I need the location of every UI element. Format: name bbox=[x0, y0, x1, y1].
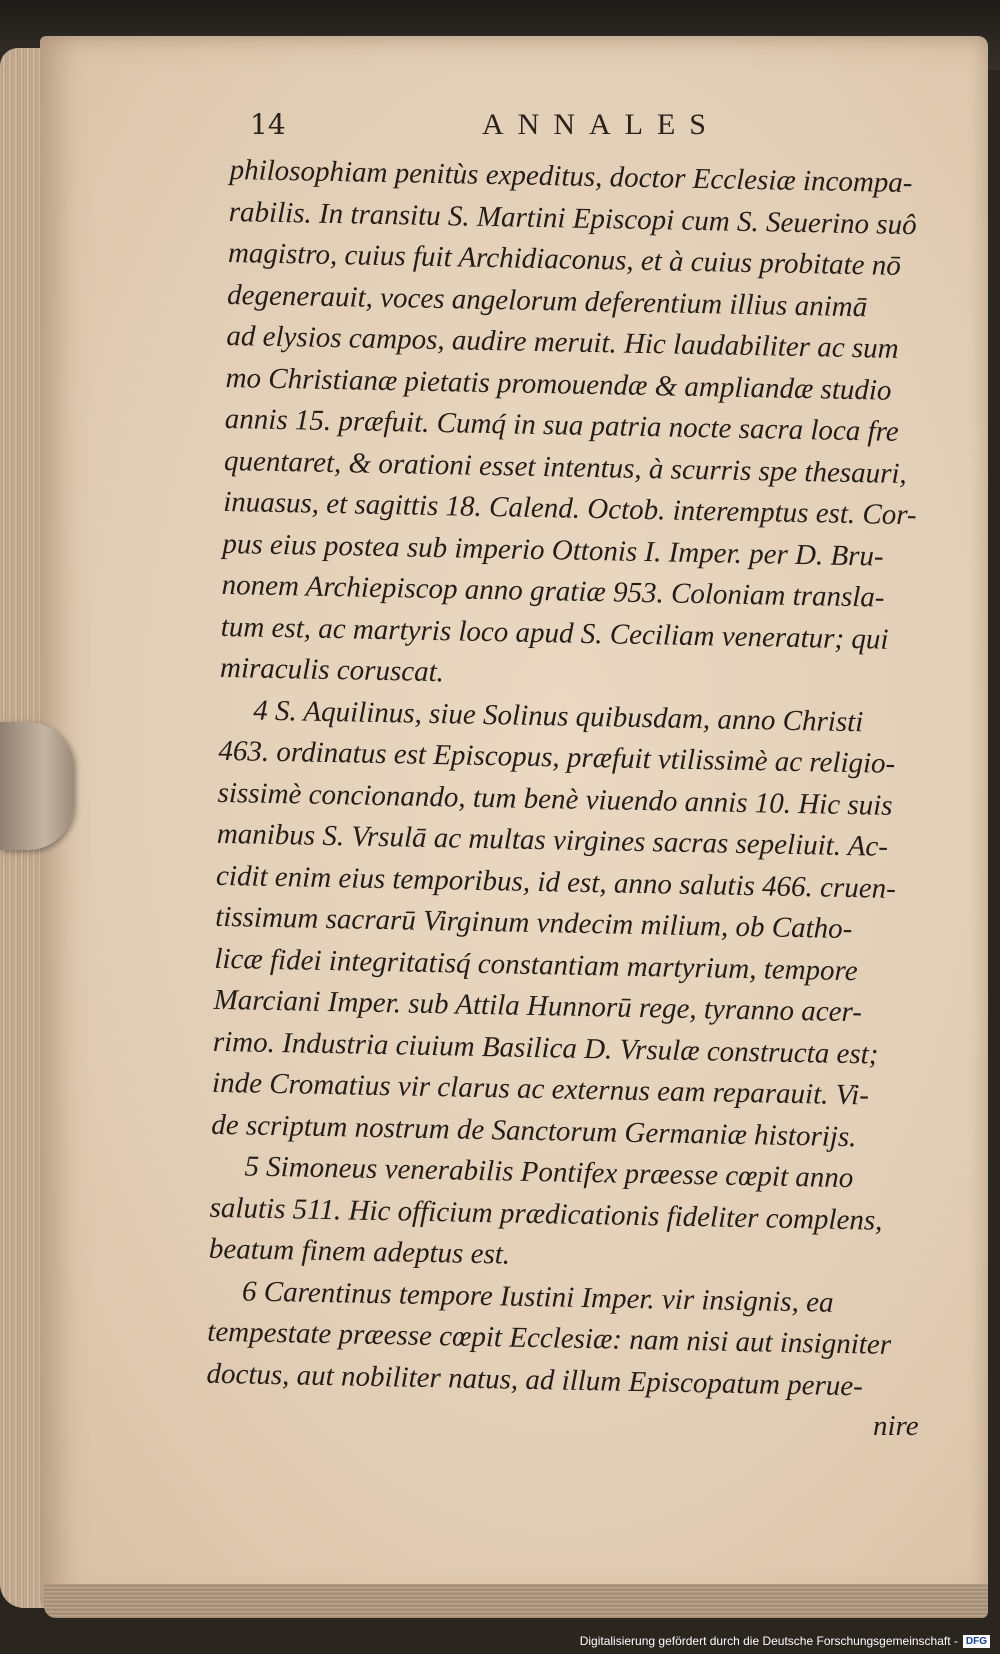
text-line: nonem Archiepiscop anno gratiæ 953. Coloniam transla- bbox=[221, 568, 885, 614]
text-line: pus eius postea sub imperio Ottonis I. Imper. per D. Bru- bbox=[222, 527, 884, 573]
running-head: ANNALES bbox=[482, 108, 720, 141]
catchword: nire bbox=[873, 1410, 919, 1442]
text-line: beatum finem adeptus est. bbox=[208, 1232, 511, 1271]
text-line: degenerauit, voces angelorum deferentium illius animā bbox=[226, 278, 868, 323]
text-line: manibus S. Vrsulā ac multas virgines sacras sepeliuit. Ac- bbox=[216, 817, 889, 863]
text-line: tempestate præesse cœpit Ecclesiæ: nam nisi aut insigniter bbox=[207, 1315, 892, 1361]
paragraph-start-line: 4 S. Aquilinus, siue Solinus quibusdam, anno Christi bbox=[252, 694, 864, 738]
text-line: rabilis. In transitu S. Martini Episcopi cum S. Seuerino suô bbox=[228, 195, 917, 241]
text-line: inuasus, et sagittis 18. Calend. Octob. interemptus est. Cor- bbox=[222, 485, 917, 532]
page-number: 14 bbox=[250, 108, 286, 141]
text-line: tum est, ac martyris loco apud S. Ceciliam veneratur; qui bbox=[220, 610, 889, 656]
text-line: de scriptum nostrum de Sanctorum Germaniæ historijs. bbox=[210, 1108, 857, 1153]
text-line: philosophiam penitùs expeditus, doctor Ecclesiæ incompa- bbox=[229, 153, 913, 200]
text-line: quentaret, & orationi esset intentus, à scurris spe thesauri, bbox=[223, 444, 908, 490]
text-line: cidit enim eius temporibus, id est, anno salutis 466. cruen- bbox=[215, 859, 897, 905]
text-line: sissimè concionando, tum benè viuendo annis 10. Hic suis bbox=[217, 776, 893, 822]
text-line: doctus, aut nobiliter natus, ad illum Episcopatum perue- bbox=[206, 1357, 864, 1402]
text-line: salutis 511. Hic officium prædicationis fideliter complens, bbox=[209, 1191, 883, 1237]
main-text bbox=[206, 150, 920, 1408]
paragraph-start-line: 5 Simoneus venerabilis Pontifex præesse cœpit anno bbox=[244, 1150, 854, 1195]
text-line: 463. ordinatus est Episcopus, præfuit vtilissimè ac religio- bbox=[218, 734, 896, 780]
credit-text: Digitalisierung gefördert durch die Deutsche Forschungsgemeinschaft - bbox=[579, 1634, 958, 1648]
book-bottom-edge bbox=[44, 1584, 988, 1618]
text-line: annis 15. præfuit. Cumq́ in sua patria nocte sacra loca fre bbox=[224, 402, 900, 448]
text-line: licæ fidei integritatisq́ constantiam martyrium, tempore bbox=[214, 942, 858, 987]
text-line: rimo. Industria ciuium Basilica D. Vrsulæ constructa est; bbox=[212, 1025, 879, 1071]
text-line: inde Cromatius vir clarus ac externus eam reparauit. Vi- bbox=[211, 1066, 870, 1112]
text-line: magistro, cuius fuit Archidiaconus, et à cuius probitate nō bbox=[227, 236, 902, 282]
text-line: mo Christianæ pietatis promouendæ & ampliandæ studio bbox=[225, 361, 892, 407]
dfg-logo: DFG bbox=[963, 1635, 990, 1648]
text-line: Marciani Imper. sub Attila Hunnorū rege, tyranno acer- bbox=[213, 983, 863, 1029]
paragraph-start-line: 6 Carentinus tempore Iustini Imper. vir insignis, ea bbox=[241, 1274, 834, 1319]
text-line: miraculis coruscat. bbox=[219, 651, 445, 689]
page-header bbox=[250, 108, 770, 148]
text-line: tissimum sacrarū Virginum vndecim milium, ob Catho- bbox=[214, 900, 853, 946]
text-line: ad elysios campos, audire meruit. Hic laudabiliter ac sum bbox=[226, 319, 899, 365]
book-clasp bbox=[0, 722, 74, 850]
digitization-credit bbox=[580, 1634, 990, 1648]
